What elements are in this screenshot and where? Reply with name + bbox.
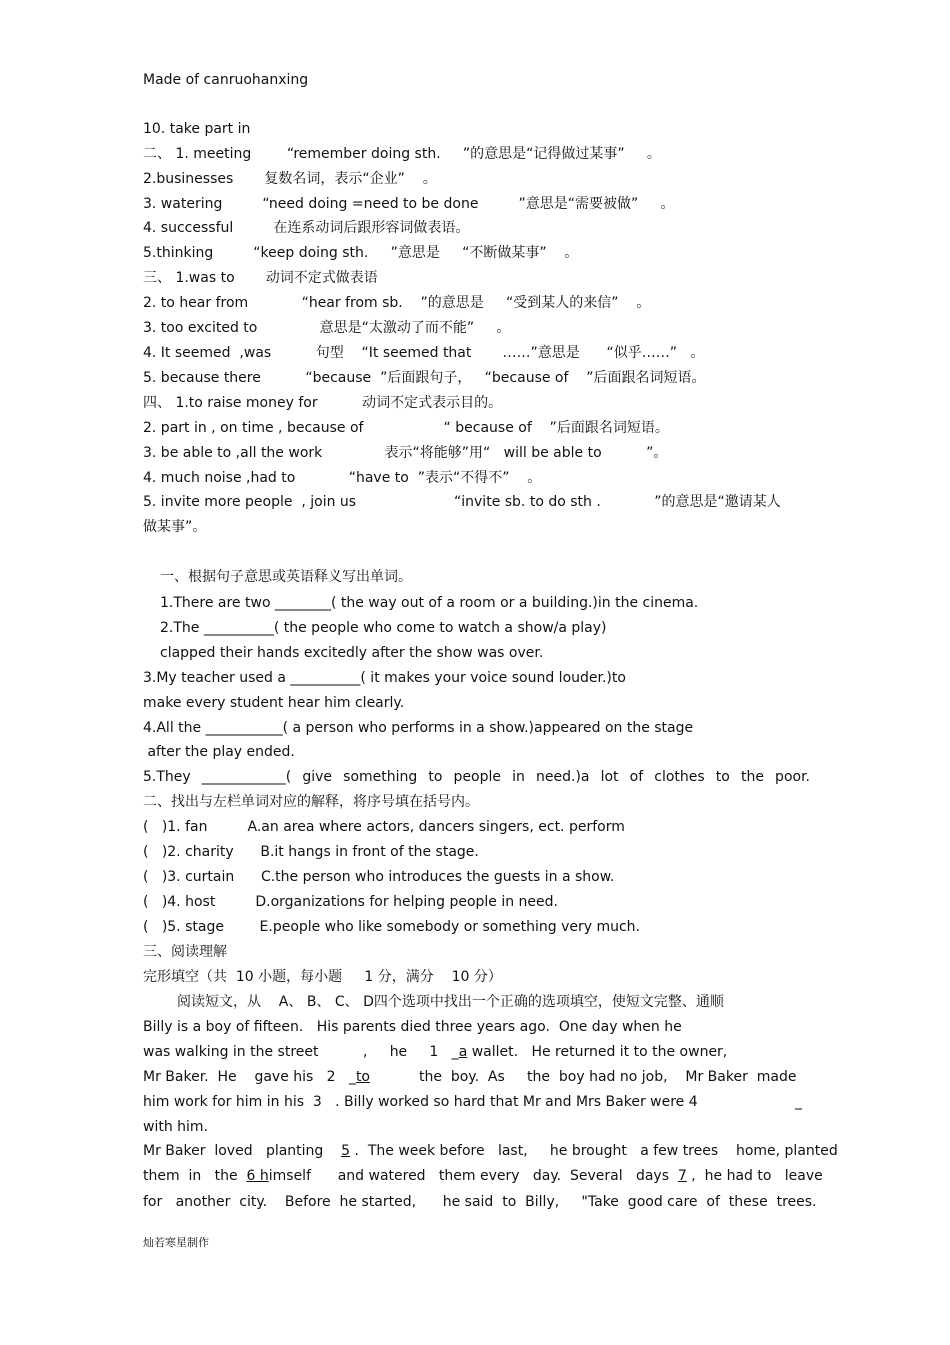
matching-item: ( )3. curtain C.the person who introduces the guests in a show. (143, 869, 615, 885)
passage-line: was walking in the street , he 1 _a wallet. He returned it to the owner, (143, 1044, 728, 1060)
matching-item: ( )2. charity B.it hangs in front of the stage. (143, 844, 479, 860)
answer-line: 2.businesses 复数名词，表示“企业” 。 (143, 171, 437, 187)
passage-line: for another city. Before he started, he said to Billy, "Take good care of these trees. (143, 1194, 817, 1210)
answer-line: 3. watering “need doing =need to be done ”意思是“需要被做” 。 (143, 196, 675, 212)
passage-line: with him. (143, 1119, 209, 1135)
blank-answer: to (355, 1069, 370, 1085)
blank-answer: 7 (677, 1168, 687, 1184)
passage-line: Mr Baker loved planting 5 . The week before last, he brought a few trees home, planted (143, 1143, 838, 1159)
question-line: make every student hear him clearly. (143, 695, 405, 711)
answer-line: 2. to hear from “hear from sb. ”的意思是 “受到某人的来信” 。 (143, 295, 651, 311)
matching-item: ( )4. host D.organizations for helping people in need. (143, 894, 558, 910)
answer-line: 4. successful 在连系动词后跟形容词做表语。 (143, 220, 470, 236)
answer-line: 三、 1.was to 动词不定式做表语 (143, 270, 378, 286)
passage-line: Mr Baker. He gave his 2 _to the boy. As the boy had no job, Mr Baker made (143, 1069, 797, 1085)
passage-line: him work for him in his 3 . Billy worked so hard that Mr and Mrs Baker were 4 (143, 1094, 698, 1110)
blank-mark: _ (795, 1094, 802, 1110)
question-line: 1.There are two ________( the way out of a room or a building.)in the cinema. (160, 595, 699, 611)
section-title: 二、找出与左栏单词对应的解释，将序号填在括号内。 (143, 794, 479, 810)
answer-line: 二、 1. meeting “remember doing sth. ”的意思是“记得做过某事” 。 (143, 146, 661, 162)
answer-line: 4. much noise ,had to “have to ”表示“不得不” 。 (143, 470, 542, 486)
blank-answer: a (458, 1044, 468, 1060)
passage-line: Billy is a boy of fifteen. His parents died three years ago. One day when he (143, 1019, 682, 1035)
footer-text: 灿若寒星制作 (143, 1236, 209, 1249)
answer-line: 5. invite more people , join us “invite sb. to do sth . ”的意思是“邀请某人 (143, 494, 781, 510)
answer-line: 10. take part in (143, 121, 251, 137)
answer-line: 做某事”。 (143, 519, 207, 535)
section-title: 三、阅读理解 (143, 944, 227, 960)
answer-line: 5.thinking “keep doing sth. ”意思是 “不断做某事” 。 (143, 245, 579, 261)
answer-line: 5. because there “because ”后面跟句子， “because of ”后面跟名词短语。 (143, 370, 706, 386)
answer-line: 3. too excited to 意思是“太激动了而不能” 。 (143, 320, 511, 336)
blank-answer: 6 h (246, 1168, 269, 1184)
question-line: clapped their hands excitedly after the show was over. (160, 645, 544, 661)
question-line: 5.They ____________( give something to people in need.)a lot of clothes to the poor. (143, 769, 810, 785)
question-line: 2.The __________( the people who come to watch a show/a play) (160, 620, 607, 636)
section-title: 一、根据句子意思或英语释义写出单词。 (160, 569, 412, 585)
answer-line: 3. be able to ,all the work 表示“将能够”用“ will be able to ”。 (143, 445, 668, 461)
question-line: 3.My teacher used a __________( it makes your voice sound louder.)to (143, 670, 626, 686)
blank-answer: 5 (341, 1143, 351, 1159)
cloze-title: 完形填空（共 10 小题，每小题 1 分，满分 10 分） (143, 969, 502, 985)
answer-line: 4. It seemed ,was 句型 “It seemed that ……”意思是 “似乎……” 。 (143, 345, 705, 361)
question-line: 4.All the ___________( a person who performs in a show.)appeared on the stage (143, 720, 694, 736)
header-text: Made of canruohanxing (143, 72, 309, 88)
matching-item: ( )5. stage E.people who like somebody or something very much. (143, 919, 640, 935)
matching-item: ( )1. fan A.an area where actors, dancers singers, ect. perform (143, 819, 625, 835)
answer-line: 四、 1.to raise money for 动词不定式表示目的。 (143, 395, 503, 411)
cloze-instruction: 阅读短文，从 A、 B、 C、 D四个选项中找出一个正确的选项填空，使短文完整、通顺 (177, 994, 724, 1010)
question-line: after the play ended. (143, 744, 295, 760)
passage-line: them in the 6 himself and watered them every day. Several days 7 , he had to leave (143, 1168, 823, 1184)
answer-line: 2. part in , on time , because of “ because of ”后面跟名词短语。 (143, 420, 669, 436)
